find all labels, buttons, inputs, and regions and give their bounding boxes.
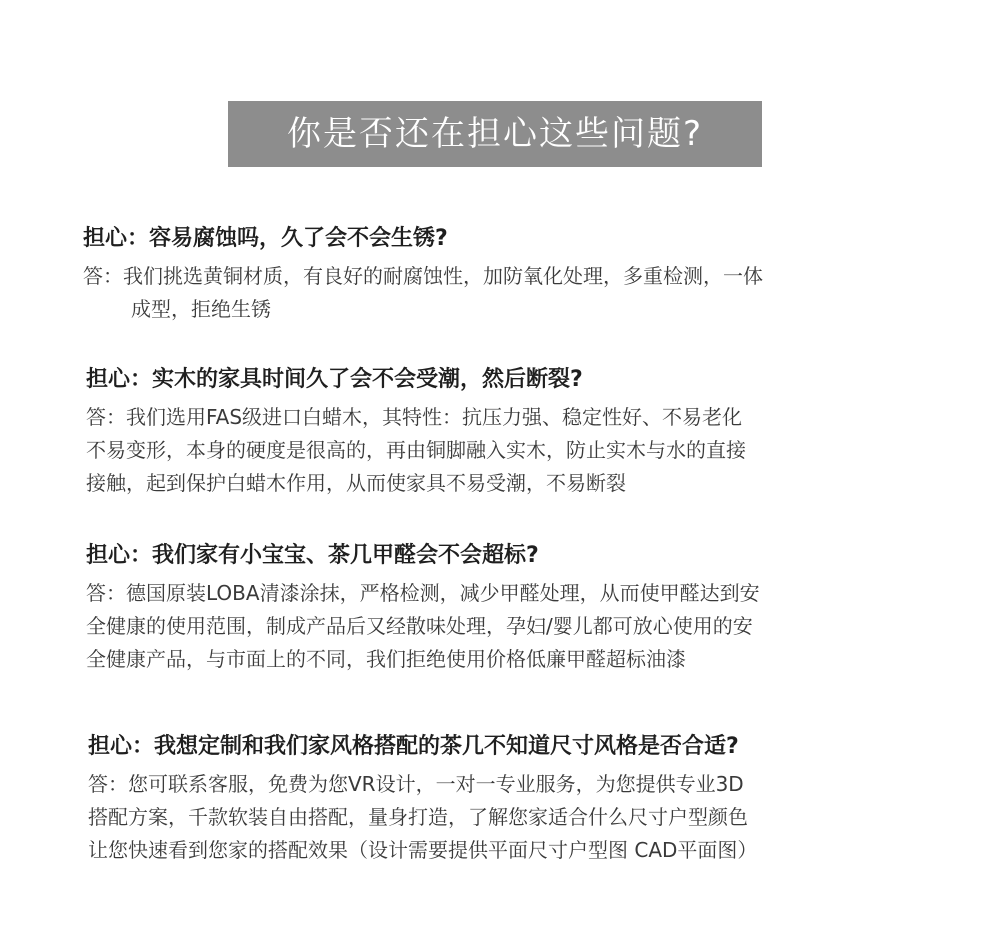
question-text: 担心：实木的家具时间久了会不会受潮，然后断裂? [86,367,583,392]
title-banner [228,101,762,167]
answer-line: 搭配方案，千款软装自由搭配，量身打造，了解您家适合什么尺寸户型颜色 [88,805,748,829]
answer-line: 接触，起到保护白蜡木作用，从而使家具不易受潮，不易断裂 [86,471,626,495]
answer-line: 答：您可联系客服，免费为您VR设计，一对一专业服务，为您提供专业3D [88,772,744,796]
answer-line: 让您快速看到您家的搭配效果（设计需要提供平面尺寸户型图 CAD平面图） [88,838,758,862]
question-text: 担心：我想定制和我们家风格搭配的茶几不知道尺寸风格是否合适? [88,734,739,759]
answer-line: 答：我们挑选黄铜材质，有良好的耐腐蚀性，加防氧化处理，多重检测，一体 [83,264,763,288]
answer-text [86,577,906,676]
answer-text [83,260,903,326]
answer-line: 全健康产品，与市面上的不同，我们拒绝使用价格低廉甲醛超标油漆 [86,647,686,671]
page-title: 你是否还在担心这些问题? [286,114,704,154]
answer-line: 答：我们选用FAS级进口白蜡木，其特性：抗压力强、稳定性好、不易老化 [86,405,743,429]
qa-block-corrosion [83,224,903,326]
question-text: 担心：我们家有小宝宝、茶几甲醛会不会超标? [86,543,539,568]
answer-line: 全健康的使用范围，制成产品后又经散味处理，孕妇/婴儿都可放心使用的安 [86,614,753,638]
answer-text [86,401,906,500]
answer-text [88,768,908,867]
qa-block-moisture [86,365,906,500]
qa-block-formaldehyde [86,541,906,676]
qa-block-customization [88,732,908,867]
answer-line: 成型，拒绝生锈 [131,297,271,321]
answer-line: 答：德国原装LOBA清漆涂抹，严格检测，减少甲醛处理，从而使甲醛达到安 [86,581,760,605]
question-text: 担心：容易腐蚀吗，久了会不会生锈? [83,226,448,251]
answer-line: 不易变形，本身的硬度是很高的，再由铜脚融入实木，防止实木与水的直接 [86,438,746,462]
